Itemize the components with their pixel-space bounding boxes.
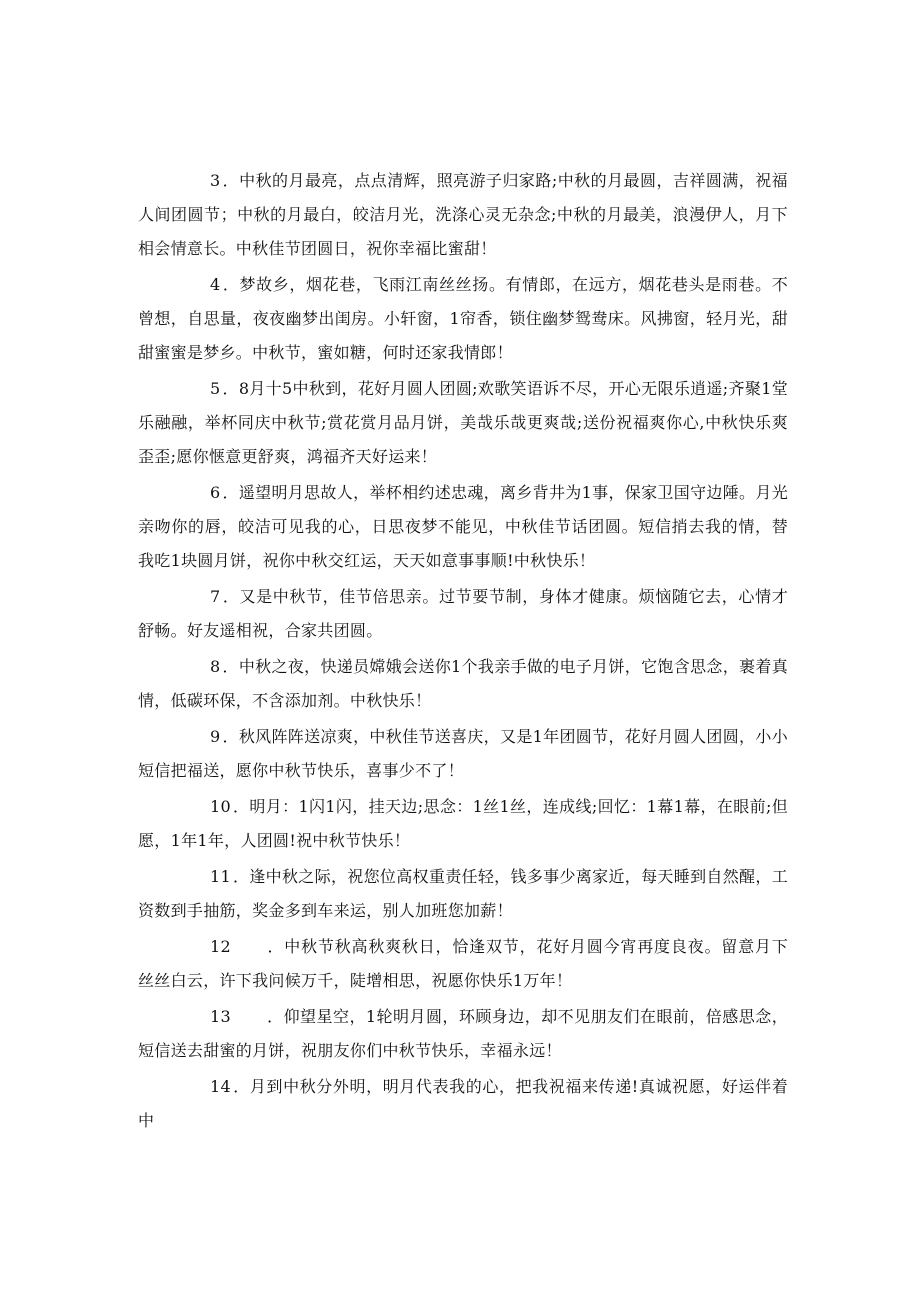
paragraph-5	[138, 372, 788, 474]
paragraph-text: ．中秋的月最亮，点点清辉，照亮游子归家路;中秋的月最圆，吉祥圆满，祝福人间团圆节；中秋的月最白，皎洁月光，洗涤心灵无杂念;中秋的月最美，浪漫伊人，月下相会情意长。中秋佳节团圆日，祝你幸福比蜜甜！	[138, 171, 788, 258]
paragraph-number: 3	[210, 171, 221, 190]
paragraph-10	[138, 790, 788, 858]
paragraph-number: 9	[210, 727, 221, 746]
paragraph-12	[138, 930, 788, 998]
paragraph-text: ．秋风阵阵送凉爽，中秋佳节送喜庆，又是1年团圆节，花好月圆人团圆，小小短信把福送，愿你中秋节快乐，喜事少不了！	[138, 727, 788, 780]
paragraph-text: ．遥望明月思故人，举杯相约述忠魂，离乡背井为1事，保家卫国守边陲。月光亲吻你的唇，皎洁可见我的心，日思夜梦不能见，中秋佳节话团圆。短信捎去我的情，替我吃1块圆月饼，祝你中秋交红运，天天如意事事顺!中秋快乐！	[138, 483, 788, 570]
paragraph-text: ．又是中秋节，佳节倍思亲。过节要节制，身体才健康。烦恼随它去，心情才舒畅。好友遥相祝，合家共团圆。	[138, 587, 788, 640]
paragraph-text: ．8月十5中秋到，花好月圆人团圆;欢歌笑语诉不尽，开心无限乐逍遥;齐聚1堂乐融融，举杯同庆中秋节;赏花赏月品月饼，美哉乐哉更爽哉;送份祝福爽你心,中秋快乐爽歪歪;愿你惬意更舒爽，鸿福齐天好运来！	[138, 379, 788, 466]
paragraph-text: ．中秋节秋高秋爽秋日，恰逢双节，花好月圆今宵再度良夜。留意月下丝丝白云，许下我问候万千，陡增相思，祝愿你快乐1万年！	[138, 937, 788, 990]
paragraph-8	[138, 650, 788, 718]
paragraph-text: ．中秋之夜，快递员嫦娥会送你1个我亲手做的电子月饼，它饱含思念，裹着真情，低碳环保，不含添加剂。中秋快乐！	[138, 657, 788, 710]
paragraph-number: 11	[210, 867, 231, 886]
paragraph-number: 14	[210, 1077, 231, 1096]
paragraph-9	[138, 720, 788, 788]
paragraph-text: ．梦故乡，烟花巷，飞雨江南丝丝扬。有情郎，在远方，烟花巷头是雨巷。不曾想，自思量，夜夜幽梦出闺房。小轩窗，1帘香，锁住幽梦鸳鸯床。风拂窗，轻月光，甜甜蜜蜜是梦乡。中秋节，蜜如糖，何时还家我情郎！	[138, 275, 788, 362]
paragraph-13	[138, 1000, 788, 1068]
paragraph-text: ．月到中秋分外明，明月代表我的心，把我祝福来传递!真诚祝愿，好运伴着中	[138, 1077, 788, 1130]
paragraph-7	[138, 580, 788, 648]
paragraph-4	[138, 268, 788, 370]
paragraph-number: 4	[210, 275, 221, 294]
paragraph-text: ．逢中秋之际，祝您位高权重责任轻，钱多事少离家近，每天睡到自然醒，工资数到手抽筋，奖金多到车来运，别人加班您加薪！	[138, 867, 788, 920]
paragraph-number: 12	[210, 937, 231, 956]
paragraph-number: 7	[210, 587, 221, 606]
paragraph-text: ．明月：1闪1闪，挂天边;思念：1丝1丝，连成线;回忆：1幕1幕，在眼前;但愿，1年1年，人团圆!祝中秋节快乐！	[138, 797, 788, 850]
paragraph-number: 6	[210, 483, 221, 502]
paragraph-number: 13	[210, 1007, 231, 1026]
paragraph-number: 8	[210, 657, 221, 676]
paragraph-number: 5	[210, 379, 221, 398]
paragraph-number: 10	[210, 797, 231, 816]
document-body	[138, 164, 788, 1140]
paragraph-14	[138, 1070, 788, 1138]
paragraph-6	[138, 476, 788, 578]
paragraph-text: ．仰望星空，1轮明月圆，环顾身边，却不见朋友们在眼前，倍感思念，短信送去甜蜜的月饼，祝朋友你们中秋节快乐，幸福永远！	[138, 1007, 788, 1060]
paragraph-3	[138, 164, 788, 266]
paragraph-11	[138, 860, 788, 928]
